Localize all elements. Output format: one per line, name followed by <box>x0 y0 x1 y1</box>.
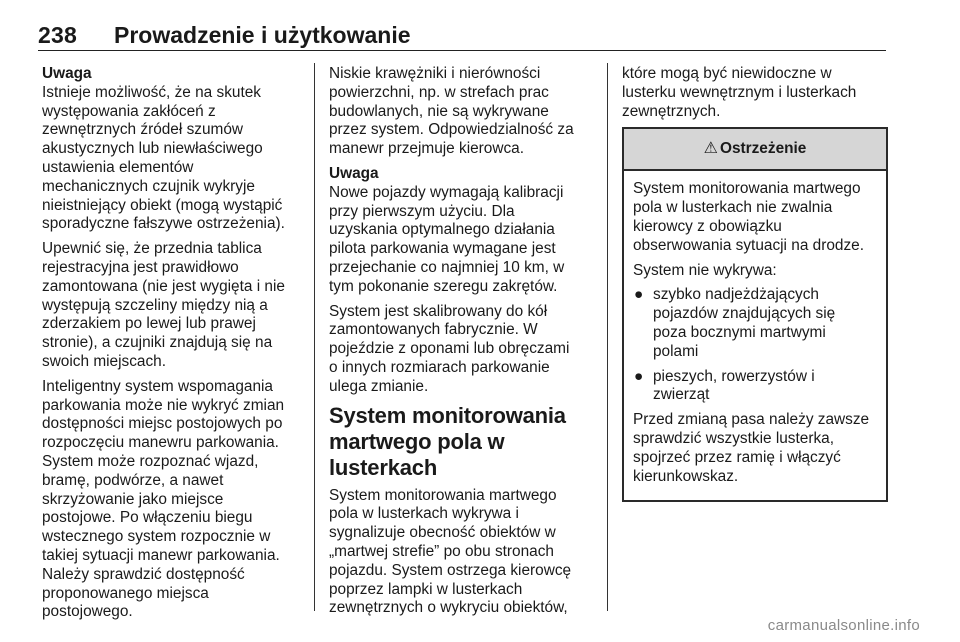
watermark: carmanualsonline.info <box>767 617 920 634</box>
paragraph: Upewnić się, że przednia tablica rejestracyjna jest prawidłowo zamontowana (nie jest wygięta i nie występują szczeliny między nią a zderzakiem po lewej lub prawej stronie), a czujniki znajdują się na swoich miejscach. <box>42 240 285 370</box>
column-2 <box>329 65 597 624</box>
bullet-icon: ● <box>634 286 644 304</box>
page-header <box>38 22 886 51</box>
warning-text: System nie wykrywa: <box>633 261 777 279</box>
bullet-icon: ● <box>634 367 644 385</box>
page-number: 238 <box>38 22 77 48</box>
warning-box <box>622 127 888 502</box>
list-item <box>633 368 878 406</box>
warning-body <box>624 171 886 500</box>
paragraph: System jest skalibrowany do kół zamontowanych fabrycznie. W pojeździe z oponami lub obręczami o innych rozmiarach parkowanie ulega zmianie. <box>329 302 570 395</box>
note-text: Nowe pojazdy wymagają kalibracji przy pierwszym użyciu. Dla uzyskania optymalnego działania pilota parkowania wymagane jest przejechanie co najmniej 10 km, w tym pokonanie szeregu zakrętów. <box>329 183 565 295</box>
list-item-text: pieszych, rowerzystów i zwierząt <box>653 367 815 404</box>
column-3 <box>622 65 887 502</box>
paragraph: Inteligentny system wspomagania parkowania może nie wykryć zmian dostępności miejsc postojowych po rozpoczęciu manewru parkowania. System może rozpoznać wjazd, bramę, podwórze, a nawet skrzyżowanie jako miejsce postojowe. Po włączeniu biegu wstecznego system rozpocznie w takiej sytuacji manewr parkowania. Należy sprawdzić dostępność proponowanego miejsca postojowego. <box>42 377 285 621</box>
note-title: Uwaga <box>42 65 92 82</box>
paragraph: które mogą być niewidoczne w lusterku wewnętrznym i lusterkach zewnętrznych. <box>622 65 857 120</box>
warning-header <box>624 129 886 171</box>
warning-icon: ⚠ <box>703 139 718 157</box>
chapter-title: Prowadzenie i użytkowanie <box>114 22 411 48</box>
paragraph: Niskie krawężniki i nierówności powierzchni, np. w strefach prac budowlanych, nie są wykrywane przez system. Odpowiedzialność za manewr przejmuje kierowca. <box>329 65 574 158</box>
warning-text: Przed zmianą pasa należy zawsze sprawdzić wszystkie lusterka, spojrzeć przez ramię i włączyć kierunkowskaz. <box>633 411 870 485</box>
section-heading: System monitorowania martwego pola w lusterkach <box>329 402 566 480</box>
note-text: Istnieje możliwość, że na skutek występowania zakłóceń z zewnętrznych źródeł szumów akustycznych lub niewłaściwego ustawienia elementów mechanicznych czujnik wykryje nieistniejący obiekt (mogą wystąpić sporadyczne fałszywe ostrzeżenia). <box>42 83 285 233</box>
list-item <box>633 286 878 361</box>
warning-list <box>633 286 878 405</box>
warning-text: System monitorowania martwego pola w lusterkach nie zwalnia kierowcy z obowiązku obserwowania sytuacji na drodze. <box>633 180 864 254</box>
column-divider-right <box>607 63 608 611</box>
column-divider-left <box>314 63 315 611</box>
paragraph: System monitorowania martwego pola w lusterkach wykrywa i sygnalizuje obecność obiektów w „martwej strefie” po obu stronach pojazdu. System ostrzega kierowcę poprzez lampki w lusterkach zewnętrznych o wykryciu obiektów, <box>329 486 572 617</box>
list-item-text: szybko nadjeżdżających pojazdów znajdujących się poza bocznymi martwymi polami <box>653 286 836 360</box>
column-1 <box>42 65 304 628</box>
note-title: Uwaga <box>329 164 379 182</box>
warning-title: Ostrzeżenie <box>719 139 807 157</box>
